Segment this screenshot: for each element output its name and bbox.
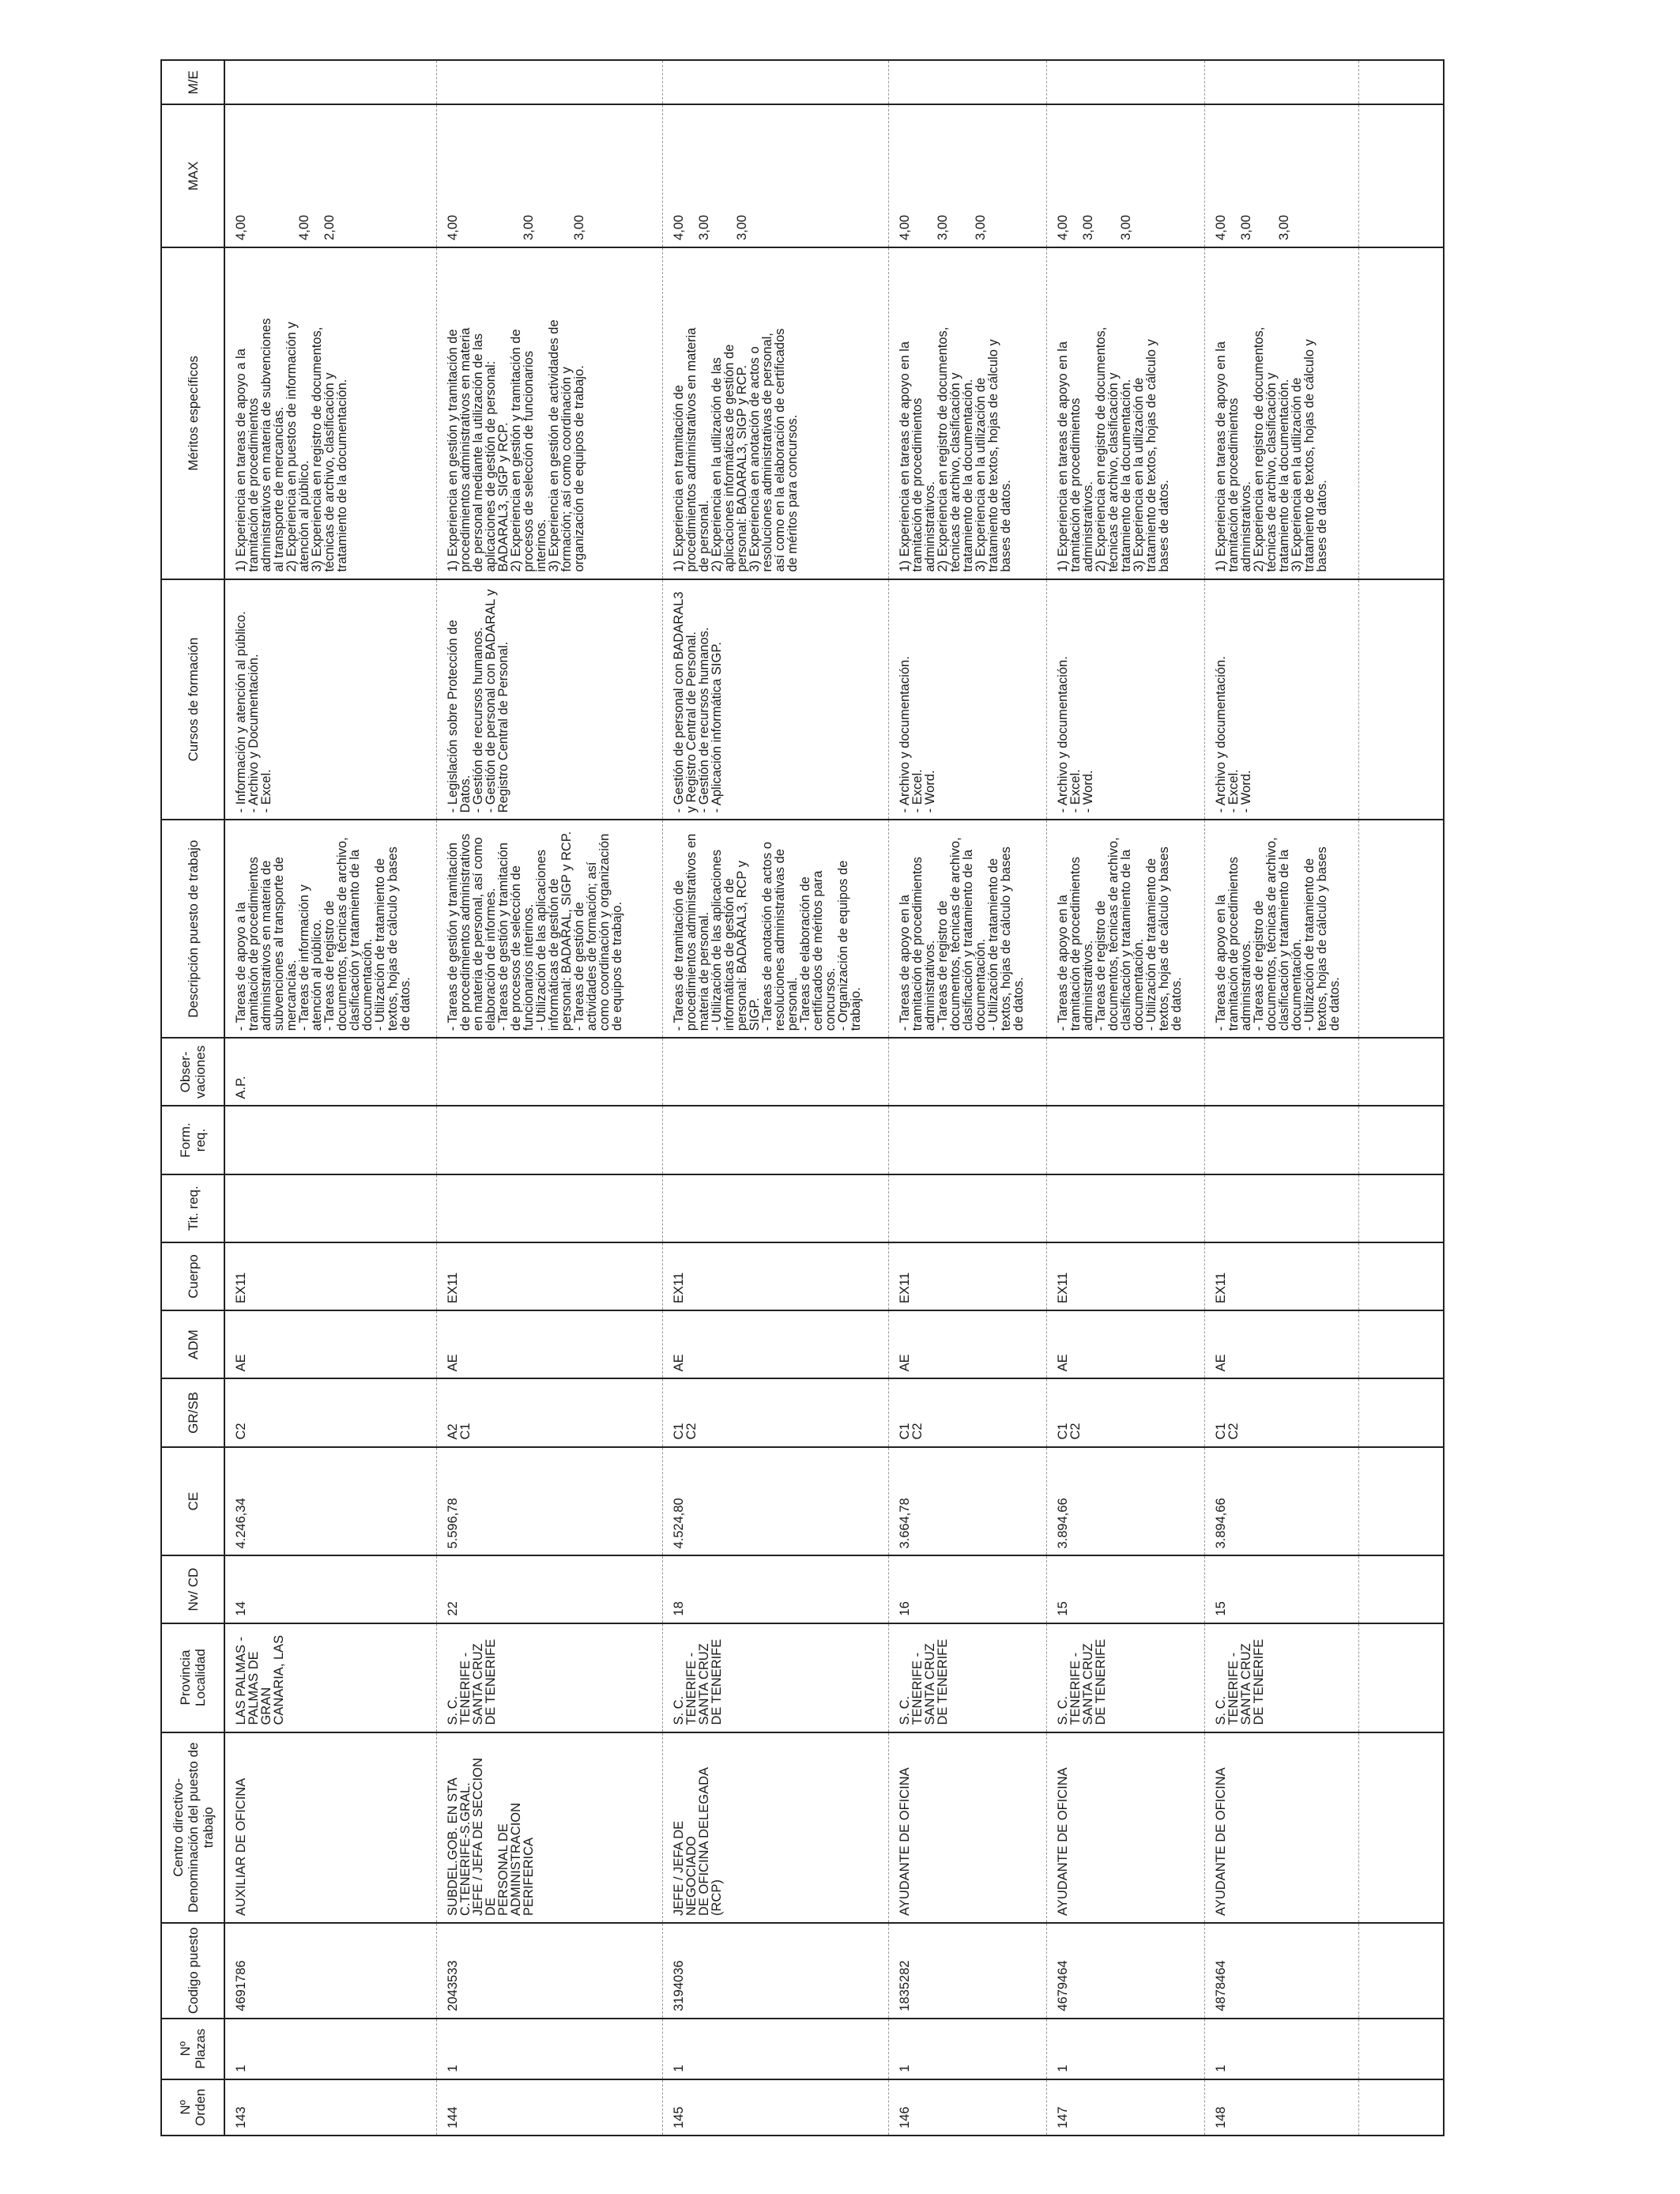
cell-centro: SUBDEL.GOB. EN STA C.TENERIFE-S.GRAL. JEFE / JEFA DE SECCION DE PERSONAL DE ADMINISTRACION PERIFERICA <box>436 1732 662 1923</box>
header-codigo: Codigo puesto <box>161 1923 224 2019</box>
cell-descripcion: - Tareas de tramitación de procedimientos administrativos en materia de personal. - Utilización de las aplicaciones informáticas de gestión de personal: BADARAL3, RCP y SIGP. - Tareas de anotación de actos o resoluciones administrativas de personal. - Tareas de elaboración de certificados de méritos para concursos. - Organización de equipos de trabajo. <box>662 820 888 1038</box>
max-score: 4,00 <box>671 214 686 240</box>
max-score <box>497 112 510 241</box>
cell-me <box>1204 60 1358 105</box>
table-row-empty <box>1358 60 1444 2136</box>
header-form: Form. req. <box>161 1106 224 1174</box>
cell-grsb: C1 C2 <box>1046 1378 1204 1446</box>
max-score: 3,00 <box>1276 214 1291 240</box>
max-score <box>962 112 974 241</box>
max-score <box>535 112 548 241</box>
cell-max <box>224 105 436 248</box>
cell-obs: A.P. <box>224 1038 436 1106</box>
max-score <box>949 112 962 241</box>
cell-descripcion: - Tareas de apoyo en la tramitación de procedimientos administrativos. - Tareas de registro de documentos, técnicas de archivo, clasificación y tratamiento de la documentación. - Utilización de tratamiento de textos, hojas de cálculo y bases de datos. <box>1046 820 1204 1038</box>
cell-centro: AYUDANTE DE OFICINA <box>1204 1732 1358 1923</box>
cell-cursos: - Archivo y documentación. - Excel. - Word. <box>888 579 1046 820</box>
max-score <box>685 112 698 241</box>
cell-form <box>662 1106 888 1174</box>
cell-me <box>662 60 888 105</box>
header-meritos: Méritos específicos <box>161 247 224 579</box>
header-tit: Tit. req. <box>161 1174 224 1242</box>
cell-nvcd: 22 <box>436 1556 662 1623</box>
cell-max <box>662 105 888 248</box>
cell-obs <box>1204 1038 1358 1106</box>
empty-cell <box>1358 820 1444 1038</box>
cell-cuerpo: EX11 <box>888 1242 1046 1310</box>
max-score <box>1069 112 1082 241</box>
max-score <box>247 112 260 241</box>
header-obs: Obser- vaciones <box>161 1038 224 1106</box>
max-score <box>911 112 924 241</box>
max-score: 3,00 <box>734 214 749 240</box>
cell-form <box>888 1106 1046 1174</box>
max-score: 3,00 <box>1118 214 1133 240</box>
cell-orden: 144 <box>436 2079 662 2136</box>
max-score <box>1107 112 1120 241</box>
empty-cell <box>1358 60 1444 105</box>
cell-cursos: - Información y atención al público. - Archivo y Documentación. - Excel. <box>224 579 436 820</box>
cell-nvcd: 15 <box>1046 1556 1204 1623</box>
cell-plazas: 1 <box>1204 2019 1358 2079</box>
table-row <box>436 60 662 2136</box>
cell-me <box>888 60 1046 105</box>
cell-plazas: 1 <box>888 2019 1046 2079</box>
cell-nvcd: 15 <box>1204 1556 1358 1623</box>
cell-meritos: 1) Experiencia en tramitación de procedimientos administrativos en materia de personal. 2) Experiencia en la utilización de las aplicaciones informáticas de gestión de personal: BADARAL3, SIGP y RCP. 3) Experiencia en anotación de actos o resoluciones administrativas de personal, así como en la elaboración de certificados de méritos para concursos. <box>662 247 888 579</box>
max-score: 2,00 <box>322 214 337 240</box>
cell-tit <box>224 1174 436 1242</box>
max-score <box>260 112 273 241</box>
cell-tit <box>1046 1174 1204 1242</box>
table-header-row <box>161 60 224 2136</box>
cell-cuerpo: EX11 <box>224 1242 436 1310</box>
cell-centro: AYUDANTE DE OFICINA <box>1046 1732 1204 1923</box>
empty-cell <box>1358 2019 1444 2079</box>
header-orden: Nº Orden <box>161 2079 224 2136</box>
cell-grsb: C1 C2 <box>1204 1378 1358 1446</box>
header-plazas: Nº Plazas <box>161 2019 224 2079</box>
empty-cell <box>1358 1038 1444 1106</box>
cell-provincia: S. C. TENERIFE - SANTA CRUZ DE TENERIFE <box>662 1623 888 1732</box>
cell-descripcion: - Tareas de apoyo en la tramitación de procedimientos administrativos. - Tareas de registro de documentos, técnicas de archivo, clasificación y tratamiento de la documentación. - Utilización de tratamiento de textos, hojas de cálculo y bases de datos. <box>1204 820 1358 1038</box>
cell-adm: AE <box>436 1310 662 1378</box>
cell-tit <box>888 1174 1046 1242</box>
cell-codigo: 4679464 <box>1046 1923 1204 2019</box>
header-ce: CE <box>161 1447 224 1556</box>
max-score <box>459 112 472 241</box>
cell-plazas: 1 <box>436 2019 662 2079</box>
max-score <box>723 112 736 241</box>
cell-codigo: 4878464 <box>1204 1923 1358 2019</box>
cell-cursos: - Archivo y documentación. - Excel. - Word. <box>1204 579 1358 820</box>
cell-obs <box>436 1038 662 1106</box>
cell-plazas: 1 <box>1046 2019 1204 2079</box>
cell-ce: 3.894,66 <box>1204 1447 1358 1556</box>
cell-tit <box>662 1174 888 1242</box>
cell-cursos: - Gestión de personal con BADARAL3 y Registro Central de Personal. - Gestión de recursos humanos. - Aplicación informática SIGP. <box>662 579 888 820</box>
cell-form <box>436 1106 662 1174</box>
max-score <box>273 112 285 241</box>
max-score <box>484 112 497 241</box>
cell-descripcion: - Tareas de apoyo en la tramitación de procedimientos administrativos. - Tareas de registro de documentos, técnicas de archivo, clasificación y tratamiento de la documentación. - Utilización de tratamiento de textos, hojas de cálculo y bases de datos. <box>888 820 1046 1038</box>
max-score <box>1265 112 1278 241</box>
cell-adm: AE <box>1046 1310 1204 1378</box>
cell-nvcd: 14 <box>224 1556 436 1623</box>
max-score: 4,00 <box>445 214 460 240</box>
max-score: 3,00 <box>973 214 988 240</box>
max-score <box>285 112 298 241</box>
table-row <box>1046 60 1204 2136</box>
cell-codigo: 2043533 <box>436 1923 662 2019</box>
cell-cursos: - Legislación sobre Protección de Datos. - Gestión de recursos humanos. - Gestión de personal con BADARAL y Registro Central de Personal. <box>436 579 662 820</box>
cell-form <box>1046 1106 1204 1174</box>
empty-cell <box>1358 1623 1444 1732</box>
header-grsb: GR/SB <box>161 1378 224 1446</box>
cell-tit <box>436 1174 662 1242</box>
cell-orden: 145 <box>662 2079 888 2136</box>
cell-max <box>1204 105 1358 248</box>
cell-meritos: 1) Experiencia en tareas de apoyo en la tramitación de procedimientos administrativos. 2) Experiencia en registro de documentos, técnicas de archivo, clasificación y tratamiento de la documentación. 3) Experiencia en la utilización de tratamiento de textos, hojas de cálculo y bases de datos. <box>888 247 1046 579</box>
header-max: MAX <box>161 105 224 248</box>
cell-cuerpo: EX11 <box>1046 1242 1204 1310</box>
max-score: 3,00 <box>696 214 711 240</box>
table-row <box>888 60 1046 2136</box>
cell-meritos: 1) Experiencia en tareas de apoyo en la tramitación de procedimientos administrativos. 2) Experiencia en registro de documentos, técnicas de archivo, clasificación y tratamiento de la documentación. 3) Experiencia en la utilización de tratamiento de textos, hojas de cálculo y bases de datos. <box>1204 247 1358 579</box>
cell-provincia: LAS PALMAS - PALMAS DE GRAN CANARIA, LAS <box>224 1623 436 1732</box>
empty-cell <box>1358 1556 1444 1623</box>
cell-plazas: 1 <box>662 2019 888 2079</box>
max-score: 3,00 <box>1238 214 1253 240</box>
cell-orden: 148 <box>1204 2079 1358 2136</box>
cell-grsb: A2 C1 <box>436 1378 662 1446</box>
cell-adm: AE <box>662 1310 888 1378</box>
cell-ce: 3.664,78 <box>888 1447 1046 1556</box>
cell-obs <box>1046 1038 1204 1106</box>
max-score: 3,00 <box>571 214 586 240</box>
empty-cell <box>1358 2079 1444 2136</box>
cell-codigo: 3194036 <box>662 1923 888 2019</box>
header-adm: ADM <box>161 1310 224 1378</box>
table-row <box>662 60 888 2136</box>
empty-cell <box>1358 1923 1444 2019</box>
table-row <box>1204 60 1358 2136</box>
empty-cell <box>1358 579 1444 820</box>
max-score <box>1227 112 1240 241</box>
cell-me <box>224 60 436 105</box>
cell-adm: AE <box>224 1310 436 1378</box>
cell-cuerpo: EX11 <box>436 1242 662 1310</box>
empty-cell <box>1358 1242 1444 1310</box>
cell-max <box>1046 105 1204 248</box>
max-score <box>1094 112 1107 241</box>
cell-ce: 4.524,80 <box>662 1447 888 1556</box>
cell-me <box>436 60 662 105</box>
table-row <box>224 60 436 2136</box>
cell-me <box>1046 60 1204 105</box>
max-score <box>1252 112 1265 241</box>
cell-form <box>224 1106 436 1174</box>
cell-ce: 4.246,34 <box>224 1447 436 1556</box>
empty-cell <box>1358 247 1444 579</box>
cell-descripcion: - Tareas de apoyo a la tramitación de procedimientos administrativos en materia de subvenciones al transporte de mercancías. - Tareas de información y atención al público. - Tareas de registro de documentos, técnicas de archivo, clasificación y tratamiento de la documentación. - Utilización de tratamiento de textos, hojas de cálculo y bases de datos. <box>224 820 436 1038</box>
max-score: 4,00 <box>1213 214 1228 240</box>
empty-cell <box>1358 1310 1444 1378</box>
cell-codigo: 4691786 <box>224 1923 436 2019</box>
max-score <box>510 112 522 241</box>
cell-provincia: S. C. TENERIFE - SANTA CRUZ DE TENERIFE <box>436 1623 662 1732</box>
cell-adm: AE <box>1204 1310 1358 1378</box>
cell-centro: JEFE / JEFA DE NEGOCIADO DE OFICINA DELEGADA (RCP) <box>662 1732 888 1923</box>
rotated-document-page <box>160 59 1453 2136</box>
empty-cell <box>1358 105 1444 248</box>
max-score <box>710 112 723 241</box>
cell-max <box>888 105 1046 248</box>
job-positions-table <box>160 59 1445 2136</box>
max-score: 4,00 <box>897 214 912 240</box>
max-score: 4,00 <box>1055 214 1070 240</box>
empty-cell <box>1358 1447 1444 1556</box>
cell-obs <box>662 1038 888 1106</box>
cell-meritos: 1) Experiencia en tareas de apoyo a la tramitación de procedimientos administrativos en materia de subvenciones al transporte de mercancías. 2) Experiencia en puestos de información y atención al público. 3) Experiencia en registro de documentos, técnicas de archivo, clasificación y tratamiento de la documentación. <box>224 247 436 579</box>
empty-cell <box>1358 1106 1444 1174</box>
max-score: 4,00 <box>297 214 311 240</box>
cell-cursos: - Archivo y documentación. - Excel. - Word. <box>1046 579 1204 820</box>
cell-meritos: 1) Experiencia en gestión y tramitación de procedimientos administrativos en materia de personal mediante la utilización de las aplicaciones de gestión de personal: BADARAL3, SIGP y RCP. 2) Experiencia en gestión y tramitación de procesos de selección de funcionarios interinos. 3) Experiencia en gestión de actividades de formación; así como coordinación y organización de equipos de trabajo. <box>436 247 662 579</box>
cell-descripcion: - Tareas de gestión y tramitación de procedimientos administrativos en materia de personal, así como elaboración de informes. - Tareas de gestión y tramitación de procesos de selección de funcionarios interinos. - Utilización de las aplicaciones informáticas de gestión de personal: BADARAL, SIGP y RCP. - Tareas de gestión de actividades de formación; así como coordinación y organización de equipos de trabajo. <box>436 820 662 1038</box>
empty-cell <box>1358 1732 1444 1923</box>
cell-nvcd: 18 <box>662 1556 888 1623</box>
empty-cell <box>1358 1378 1444 1446</box>
cell-provincia: S. C. TENERIFE - SANTA CRUZ DE TENERIFE <box>1204 1623 1358 1732</box>
cell-nvcd: 16 <box>888 1556 1046 1623</box>
cell-plazas: 1 <box>224 2019 436 2079</box>
cell-orden: 143 <box>224 2079 436 2136</box>
cell-provincia: S. C. TENERIFE - SANTA CRUZ DE TENERIFE <box>888 1623 1046 1732</box>
cell-orden: 147 <box>1046 2079 1204 2136</box>
header-me: M/E <box>161 60 224 105</box>
cell-orden: 146 <box>888 2079 1046 2136</box>
header-cursos: Cursos de formación <box>161 579 224 820</box>
max-score: 3,00 <box>935 214 950 240</box>
empty-cell <box>1358 1174 1444 1242</box>
max-score: 3,00 <box>1080 214 1095 240</box>
header-descripcion: Descripción puesto de trabajo <box>161 820 224 1038</box>
header-centro: Centro directivo- Denominación del puesto de trabajo <box>161 1732 224 1923</box>
cell-cuerpo: EX11 <box>662 1242 888 1310</box>
cell-max <box>436 105 662 248</box>
cell-adm: AE <box>888 1310 1046 1378</box>
cell-form <box>1204 1106 1358 1174</box>
max-score: 4,00 <box>234 214 248 240</box>
cell-provincia: S. C. TENERIFE - SANTA CRUZ DE TENERIFE <box>1046 1623 1204 1732</box>
cell-grsb: C2 <box>224 1378 436 1446</box>
max-score <box>472 112 484 241</box>
cell-meritos: 1) Experiencia en tareas de apoyo en la tramitación de procedimientos administrativos. 2) Experiencia en registro de documentos, técnicas de archivo, clasificación y tratamiento de la documentación. 3) Experiencia en la utilización de tratamiento de textos, hojas de cálculo y bases de datos. <box>1046 247 1204 579</box>
max-score: 3,00 <box>521 214 536 240</box>
header-provincia: Provincia Localidad <box>161 1623 224 1732</box>
max-score <box>311 112 323 241</box>
cell-ce: 5.596,78 <box>436 1447 662 1556</box>
header-cuerpo: Cuerpo <box>161 1242 224 1310</box>
cell-centro: AYUDANTE DE OFICINA <box>888 1732 1046 1923</box>
cell-obs <box>888 1038 1046 1106</box>
cell-grsb: C1 C2 <box>888 1378 1046 1446</box>
cell-cuerpo: EX11 <box>1204 1242 1358 1310</box>
cell-tit <box>1204 1174 1358 1242</box>
cell-ce: 3.894,66 <box>1046 1447 1204 1556</box>
max-score <box>548 112 560 241</box>
max-score <box>560 112 573 241</box>
cell-codigo: 1835282 <box>888 1923 1046 2019</box>
cell-grsb: C1 C2 <box>662 1378 888 1446</box>
max-score <box>924 112 936 241</box>
header-nvcd: Nv/ CD <box>161 1556 224 1623</box>
cell-centro: AUXILIAR DE OFICINA <box>224 1732 436 1923</box>
